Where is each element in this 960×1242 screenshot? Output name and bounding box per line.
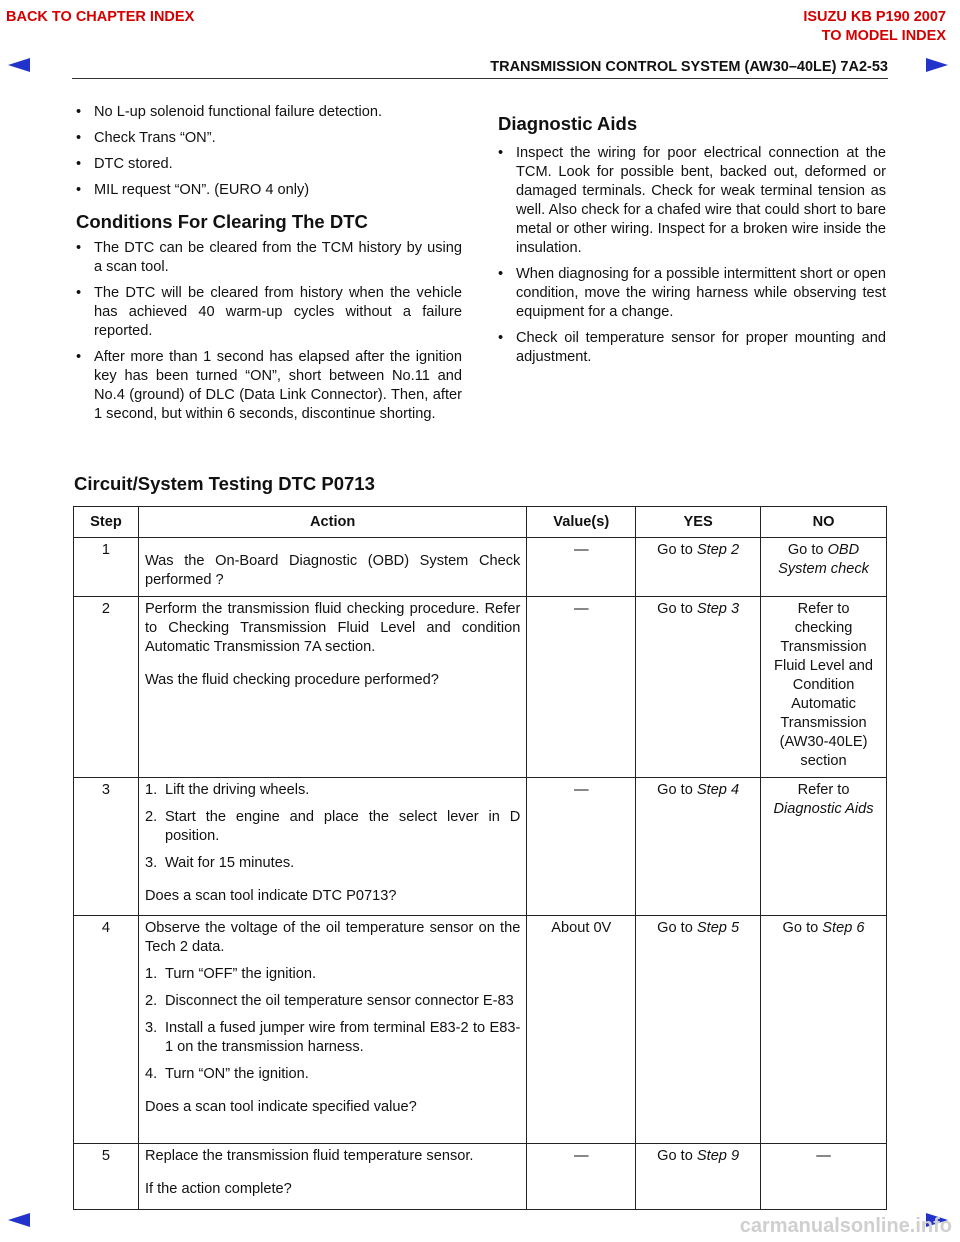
- step-number: 1: [74, 538, 139, 597]
- no-prefix: Go to: [787, 542, 828, 558]
- table-header-row: [74, 507, 887, 538]
- step-yes: [636, 916, 761, 1144]
- yes-step-link[interactable]: Step 3: [696, 601, 740, 617]
- list-item: • The DTC can be cleared from the TCM history by using a scan tool.: [76, 239, 462, 277]
- left-column: [76, 103, 462, 431]
- list-item: Turn “ON” the ignition.: [164, 1066, 309, 1082]
- list-item: • No L-up solenoid functional failure detection.: [76, 103, 462, 122]
- list-item: Wait for 15 minutes.: [164, 855, 295, 871]
- step-action: [138, 1144, 526, 1210]
- back-to-chapter-index-link[interactable]: BACK TO CHAPTER INDEX: [6, 9, 195, 25]
- watermark: carmanualsonline.info: [739, 1215, 952, 1237]
- action-question: Was the fluid checking procedure performed?: [144, 672, 439, 688]
- diagnostic-table: [73, 506, 887, 1210]
- list-item: Start the engine and place the select lever in D position.: [164, 809, 521, 844]
- step-number: 3: [74, 778, 139, 916]
- yes-prefix: Go to: [657, 601, 697, 617]
- action-text: Perform the transmission fluid checking procedure. Refer to Checking Transmission Fluid Level and condition Automatic Transmission 7A section.: [144, 601, 521, 655]
- step-action: [138, 916, 526, 1144]
- no-step-link[interactable]: Step 6: [822, 920, 865, 936]
- prev-page-arrow-icon[interactable]: [8, 1213, 30, 1227]
- action-question: Does a scan tool indicate DTC P0713?: [144, 888, 397, 904]
- action-question: Does a scan tool indicate specified value?: [144, 1099, 417, 1115]
- step-no: —: [761, 1144, 887, 1210]
- step-yes: [636, 1144, 761, 1210]
- header-rule: [72, 78, 888, 79]
- list-item: Install a fused jumper wire from terminal E83-2 to E83-1 on the transmission harness.: [164, 1020, 521, 1055]
- step-value: —: [527, 597, 636, 778]
- testing-heading: Circuit/System Testing DTC P0713: [74, 473, 375, 494]
- yes-prefix: Go to: [657, 782, 697, 798]
- table-row: [74, 916, 887, 1144]
- no-prefix: Refer to: [797, 782, 850, 798]
- no-prefix: Go to: [782, 920, 823, 936]
- table-row: [74, 1144, 887, 1210]
- no-step-link[interactable]: OBD System check: [778, 542, 869, 577]
- list-item: Disconnect the oil temperature sensor connector E-83: [164, 993, 514, 1009]
- substep-list: [145, 781, 520, 873]
- col-yes-header: YES: [636, 507, 761, 538]
- col-values-header: Value(s): [527, 507, 636, 538]
- step-yes: [636, 538, 761, 597]
- to-model-index-link[interactable]: TO MODEL INDEX: [821, 28, 946, 44]
- diagnostic-aids-heading: Diagnostic Aids: [498, 113, 638, 134]
- col-step-header: Step: [74, 507, 139, 538]
- step-no: Refer to checking Transmission Fluid Level and Condition Automatic Transmission (AW30-40LE) section: [761, 597, 887, 778]
- step-no: [761, 916, 887, 1144]
- action-text: Replace the transmission fluid temperature sensor.: [144, 1148, 474, 1164]
- yes-step-link[interactable]: Step 2: [696, 542, 740, 558]
- yes-step-link[interactable]: Step 4: [696, 782, 740, 798]
- step-value: About 0V: [527, 916, 636, 1144]
- table-row: [74, 538, 887, 597]
- col-action-header: Action: [138, 507, 526, 538]
- model-title-link[interactable]: ISUZU KB P190 2007: [803, 9, 946, 25]
- status-bullet-list: [76, 103, 462, 200]
- list-item: • When diagnosing for a possible intermittent short or open condition, move the wiring harness while observing test equipment for a change.: [498, 265, 886, 322]
- right-column: [498, 114, 886, 374]
- step-action: [138, 538, 526, 597]
- step-yes: [636, 597, 761, 778]
- list-item: Lift the driving wheels.: [164, 782, 310, 798]
- yes-prefix: Go to: [657, 920, 697, 936]
- clearing-list: [76, 239, 462, 424]
- step-value: —: [527, 1144, 636, 1210]
- aids-list: [498, 144, 886, 367]
- table-row: [74, 597, 887, 778]
- step-no: [761, 538, 887, 597]
- step-value: —: [527, 778, 636, 916]
- next-page-arrow-icon[interactable]: [926, 58, 948, 72]
- substep-list: [145, 965, 520, 1084]
- step-yes: [636, 778, 761, 916]
- step-number: 4: [74, 916, 139, 1144]
- step-action: [138, 597, 526, 778]
- list-item: • After more than 1 second has elapsed after the ignition key has been turned “ON”, short between No.11 and No.4 (ground) of DLC (Data Link Connector). Then, after 1 second, but within 6 seconds, discontinue shorting.: [76, 348, 462, 424]
- action-question: If the action complete?: [144, 1181, 292, 1197]
- no-step-link[interactable]: Diagnostic Aids: [773, 801, 874, 817]
- step-value: —: [527, 538, 636, 597]
- col-no-header: NO: [761, 507, 887, 538]
- action-text: Observe the voltage of the oil temperature sensor on the Tech 2 data.: [144, 920, 521, 955]
- yes-prefix: Go to: [657, 542, 697, 558]
- prev-page-arrow-icon[interactable]: [8, 58, 30, 72]
- step-number: 2: [74, 597, 139, 778]
- yes-step-link[interactable]: Step 9: [696, 1148, 740, 1164]
- clearing-heading: Conditions For Clearing The DTC: [76, 211, 368, 232]
- list-item: • MIL request “ON”. (EURO 4 only): [76, 181, 462, 200]
- yes-step-link[interactable]: Step 5: [696, 920, 740, 936]
- list-item: • Inspect the wiring for poor electrical connection at the TCM. Look for possible bent, backed out, deformed or damaged terminals. Check for weak terminal tension as well. Also check for a chafed wire that could short to bare metal or other wiring. Inspect for a broken wire inside the insulation.: [498, 144, 886, 258]
- list-item: • Check oil temperature sensor for proper mounting and adjustment.: [498, 329, 886, 367]
- page-header-title: TRANSMISSION CONTROL SYSTEM (AW30–40LE) 7A2-53: [490, 59, 888, 75]
- list-item: Turn “OFF” the ignition.: [164, 966, 317, 982]
- action-text: Was the On-Board Diagnostic (OBD) System Check performed ?: [144, 553, 521, 588]
- list-item: • DTC stored.: [76, 155, 462, 174]
- table-row: [74, 778, 887, 916]
- step-action: [138, 778, 526, 916]
- list-item: • The DTC will be cleared from history when the vehicle has achieved 40 warm-up cycles without a failure reported.: [76, 284, 462, 341]
- step-number: 5: [74, 1144, 139, 1210]
- step-no: [761, 778, 887, 916]
- yes-prefix: Go to: [657, 1148, 697, 1164]
- list-item: • Check Trans “ON”.: [76, 129, 462, 148]
